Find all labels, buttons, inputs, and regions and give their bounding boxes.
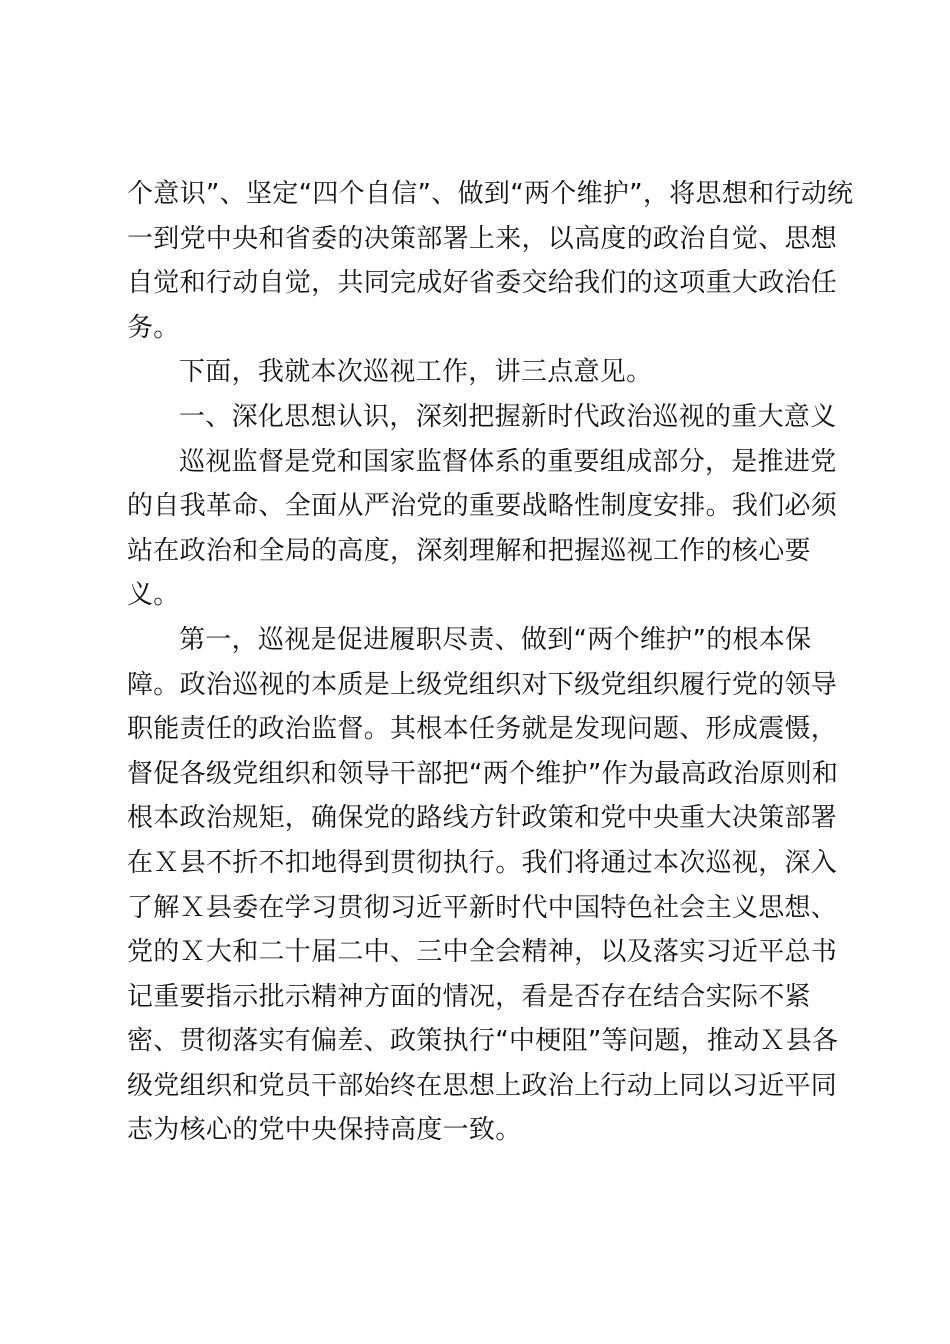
text-line: 务。 — [127, 312, 180, 343]
text-line: 密、贯彻落实有偏差、政策执行“中梗阻”等问题，推动Ｘ县各 — [127, 1026, 839, 1057]
document-body — [127, 172, 854, 1153]
text-line: 职能责任的政治监督。其根本任务就是发现问题、形成震慑， — [127, 714, 838, 745]
text-line: 的自我革命、全面从严治党的重要战略性制度安排。我们必须 — [127, 491, 838, 522]
section-heading: 一、深化思想认识，深刻把握新时代政治巡视的重大意义 — [179, 401, 837, 432]
text-line: 了解Ｘ县委在学习贯彻习近平新时代中国特色社会主义思想、 — [127, 892, 838, 923]
text-line: 障。政治巡视的本质是上级党组织对下级党组织履行党的领导 — [127, 669, 838, 700]
text-line: 记重要指示批示精神方面的情况，看是否存在结合实际不紧 — [127, 981, 811, 1012]
text-line: 督促各级党组织和领导干部把“两个维护”作为最高政治原则和 — [127, 758, 839, 789]
text-line: 一到党中央和省委的决策部署上来，以高度的政治自觉、思想 — [127, 223, 838, 254]
text-line: 站在政治和全局的高度，深刻理解和把握巡视工作的核心要 — [127, 535, 811, 566]
text-line: 义。 — [127, 580, 180, 611]
text-line: 自觉和行动自觉，共同完成好省委交给我们的这项重大政治任 — [127, 268, 838, 299]
text-line: 第一，巡视是促进履职尽责、做到“两个维护”的根本保 — [179, 624, 812, 655]
text-line: 在Ｘ县不折不扣地得到贯彻执行。我们将通过本次巡视，深入 — [127, 847, 838, 878]
text-line: 根本政治规矩，确保党的路线方针政策和党中央重大决策部署 — [127, 803, 838, 834]
text-line: 党的Ｘ大和二十届二中、三中全会精神，以及落实习近平总书 — [127, 937, 838, 968]
text-line: 级党组织和党员干部始终在思想上政治上行动上同以习近平同 — [127, 1070, 838, 1101]
paragraph-intro-line: 下面，我就本次巡视工作，讲三点意见。 — [179, 357, 653, 388]
text-line: 志为核心的党中央保持高度一致。 — [127, 1115, 522, 1146]
text-line: 个意识”、坚定“四个自信”、做到“两个维护”，将思想和行动统 — [127, 179, 854, 209]
text-line: 巡视监督是党和国家监督体系的重要组成部分，是推进党 — [179, 446, 837, 477]
